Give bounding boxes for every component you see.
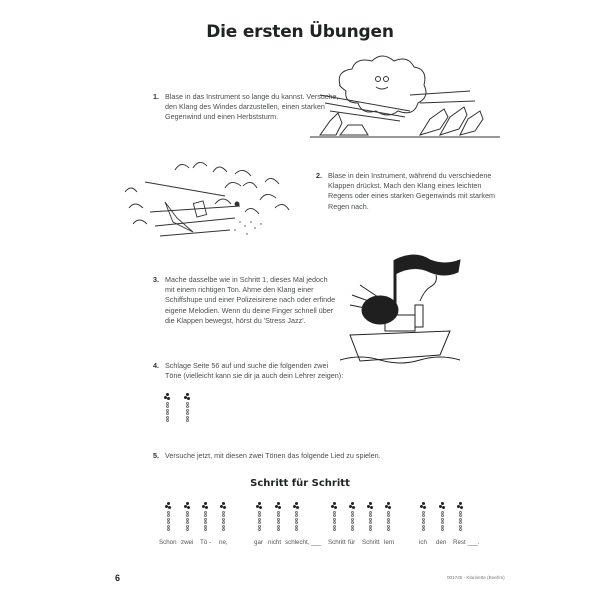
lyric-word: gar xyxy=(254,539,263,546)
step-text: Blase in das Instrument so lange du kannst. Versuche, den Klang des Windes darzustellen, einen starken Gegenwind und einen Herbststurm. xyxy=(165,92,339,122)
lyric-word: Tö - xyxy=(200,539,212,546)
step-5 xyxy=(153,451,425,461)
song-title: Schritt für Schritt xyxy=(250,478,350,489)
lyric-word: zwei xyxy=(181,539,194,546)
lyric-word: Schritt xyxy=(328,539,346,546)
fingering-diagram xyxy=(220,502,226,531)
step-3 xyxy=(153,275,337,326)
step-text: Versuche jetzt, mit diesen zwei Tönen das folgende Lied zu spielen. xyxy=(165,451,381,460)
footer-reference: 001746 - Klarinette (Boehm) xyxy=(447,575,505,580)
lyric-word: nicht xyxy=(268,539,282,546)
lyric-word: für xyxy=(348,539,356,546)
fingering-diagram xyxy=(256,502,262,531)
fingering-diagram xyxy=(293,502,299,531)
fingering-diagram xyxy=(439,502,445,531)
lyric-word: Schon xyxy=(159,539,177,546)
fingering-diagram xyxy=(184,393,190,422)
fingering-diagram xyxy=(275,502,281,531)
fingering-diagram xyxy=(367,502,373,531)
fingering-diagram xyxy=(165,502,171,531)
page-number: 6 xyxy=(115,573,121,583)
fingering-diagram xyxy=(331,502,337,531)
fingering-diagram xyxy=(184,502,190,531)
fingering-diagram xyxy=(349,502,355,531)
step-number: 4. xyxy=(153,361,159,370)
lyric-word: ich xyxy=(419,539,427,546)
cloud-wind-illustration xyxy=(300,55,500,145)
step-number: 1. xyxy=(153,92,159,101)
fingering-diagram xyxy=(457,502,463,531)
ship-note-illustration xyxy=(330,245,480,370)
fingering-diagram xyxy=(420,502,426,531)
page-title: Die ersten Übungen xyxy=(206,22,394,42)
step-number: 3. xyxy=(153,275,159,284)
lyric-word: schlecht, ___ xyxy=(285,539,322,546)
step-text: Schlage Seite 56 auf und suche die folgenden zwei Töne (vielleicht kann sie dir ja auch dein Lehrer zeigen): xyxy=(165,361,344,381)
lyric-word: Schritt xyxy=(362,539,380,546)
fingering-diagram xyxy=(164,393,170,422)
lyric-word: ne, xyxy=(219,539,228,546)
storm-rain-illustration xyxy=(115,152,310,247)
step-4 xyxy=(153,361,345,381)
step-2 xyxy=(316,171,498,212)
step-text: Blase in dein Instrument, während du verschiedene Klappen drückst. Mach den Klang eines leichten Regens oder eines starken Gegenwinds mit starkem Regen nach. xyxy=(328,171,495,211)
fingering-diagram xyxy=(385,502,391,531)
step-number: 5. xyxy=(153,451,159,460)
lyric-word: lern xyxy=(384,539,395,546)
step-number: 2. xyxy=(316,171,322,180)
fingering-diagram xyxy=(202,502,208,531)
lyric-word: Rest ___. xyxy=(453,539,480,546)
lyric-word: den xyxy=(436,539,447,546)
step-text: Mache dasselbe wie in Schritt 1, dieses Mal jedoch mit einem richtigen Ton. Ahme den Klang einer Schiffshupe und einer Polizeisirene nach oder erfinde eigene Melodien. Wenn du deine Finger schnell über die Klappen bewegst, hörst du 'Stress Jazz'. xyxy=(165,275,336,325)
